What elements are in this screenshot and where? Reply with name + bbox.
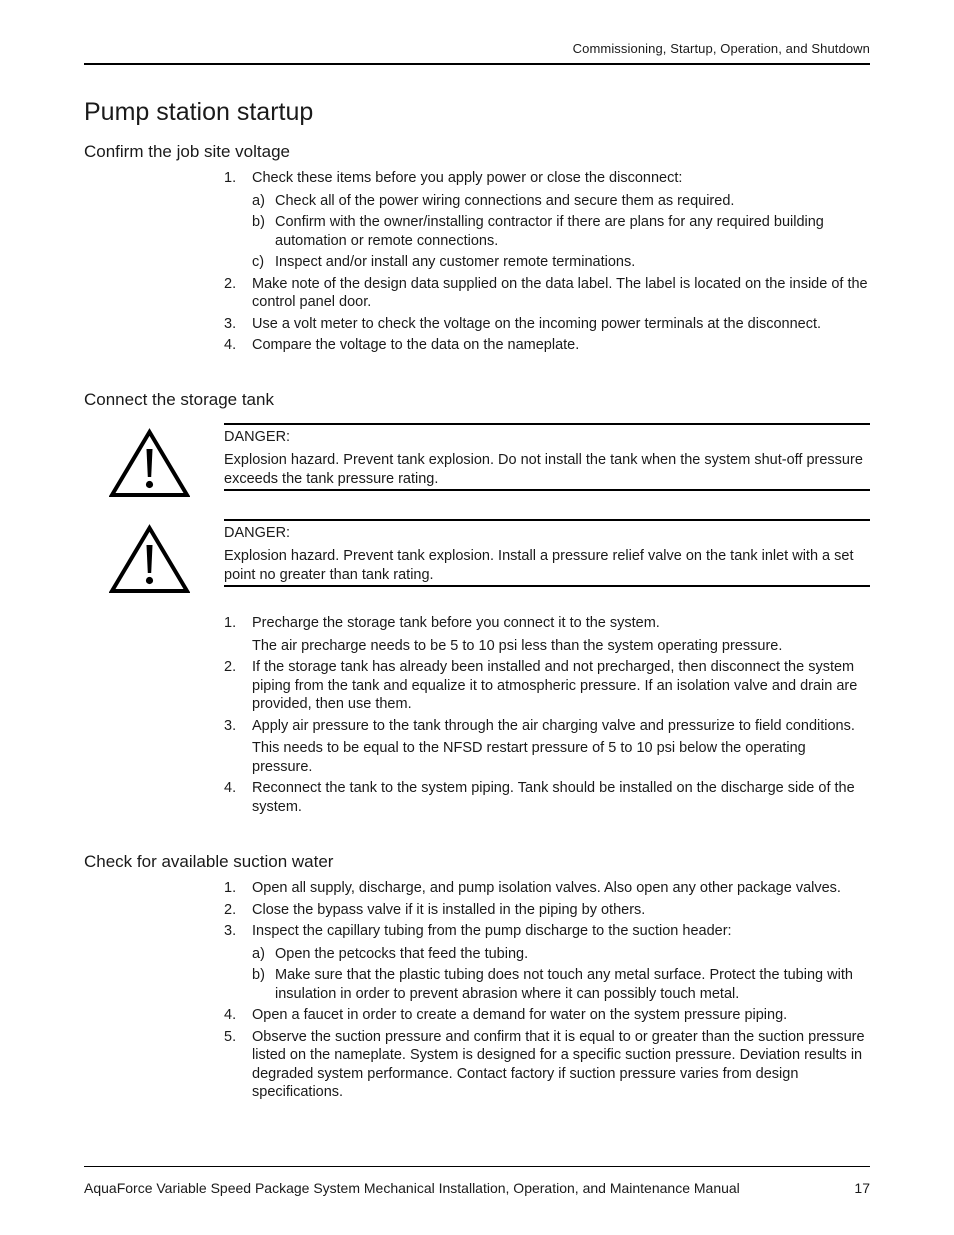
- sub-step-text: Inspect and/or install any customer remote terminations.: [275, 254, 636, 270]
- step-text: Observe the suction pressure and confirm that it is equal to or greater than the suction pressure listed on the nameplate. System is designed for a specific suction pressure. Deviation results in degraded system performance. Contact factory if suction pressure varies from design specifications.: [252, 1028, 865, 1100]
- sub-step-letter: b): [252, 214, 265, 230]
- step-text: Inspect the capillary tubing from the pump discharge to the suction header:: [252, 923, 732, 939]
- list-item: [224, 275, 870, 312]
- list-item: [224, 779, 870, 816]
- header-rule: [84, 63, 870, 65]
- suction-steps: [224, 879, 870, 1105]
- step-text: Close the bypass valve if it is installed in the piping by others.: [252, 901, 646, 918]
- list-item: [224, 336, 870, 355]
- step-number: 2.: [224, 901, 237, 918]
- step-number: 5.: [224, 1028, 237, 1045]
- sub-step-text: Open the petcocks that feed the tubing.: [275, 945, 529, 962]
- step-text: Use a volt meter to check the voltage on the incoming power terminals at the disconnect.: [252, 315, 822, 332]
- sub-step-letter: b): [252, 967, 265, 983]
- footer-manual-title: AquaForce Variable Speed Package System Mechanical Installation, Operation, and Maintenance Manual: [84, 1180, 740, 1196]
- step-number: 4.: [224, 780, 237, 796]
- heading-confirm-voltage: Confirm the job site voltage: [84, 142, 290, 161]
- heading-suction-water: Check for available suction water: [84, 852, 334, 871]
- sub-list: [252, 945, 870, 1004]
- list-item: [224, 1028, 870, 1102]
- step-text: Open all supply, discharge, and pump isolation valves. Also open any other package valves.: [252, 880, 841, 896]
- page-number: 17: [854, 1180, 870, 1196]
- step-number: 1.: [224, 170, 237, 186]
- step-number: 4.: [224, 1007, 237, 1023]
- list-item: [224, 717, 870, 777]
- step-note: This needs to be equal to the NFSD restart pressure of 5 to 10 psi below the operating pressure.: [252, 740, 806, 775]
- sub-list: [252, 192, 870, 272]
- danger-text: Explosion hazard. Prevent tank explosion. Install a pressure relief valve on the tank inlet with a set point no greater than tank rating.: [224, 548, 854, 583]
- tank-steps: [224, 614, 870, 819]
- danger-notice-2: [224, 519, 870, 587]
- sub-step-text: Confirm with the owner/installing contractor if there are plans for any required building automation or remote connections.: [275, 214, 824, 249]
- step-number: 2.: [224, 659, 237, 675]
- page-title: Pump station startup: [84, 98, 314, 126]
- list-item: [224, 658, 870, 714]
- step-number: 1.: [224, 880, 237, 896]
- list-item: [252, 213, 870, 250]
- list-item: [252, 253, 870, 272]
- step-number: 3.: [224, 315, 237, 332]
- voltage-steps: [224, 169, 870, 358]
- warning-triangle-icon: [109, 524, 190, 594]
- list-item: [224, 1006, 870, 1025]
- running-head: Commissioning, Startup, Operation, and Shutdown: [572, 41, 870, 56]
- step-text: Check these items before you apply power or close the disconnect:: [252, 170, 683, 186]
- step-text: Reconnect the tank to the system piping. Tank should be installed on the discharge side of the system.: [252, 780, 855, 815]
- list-item: [224, 315, 870, 334]
- footer-rule: [84, 1166, 870, 1167]
- step-text: If the storage tank has already been installed and not precharged, then disconnect the system piping from the tank and equalize it to atmospheric pressure. If an isolation valve and drain are provided, then use them.: [252, 659, 858, 712]
- step-text: Open a faucet in order to create a demand for water on the system pressure piping.: [252, 1007, 788, 1023]
- sub-step-letter: c): [252, 254, 265, 270]
- list-item: [224, 922, 870, 1003]
- list-item: [224, 901, 870, 920]
- step-text: Apply air pressure to the tank through the air charging valve and pressurize to field conditions.: [252, 717, 855, 734]
- warning-triangle-icon: [109, 428, 190, 498]
- list-item: [224, 169, 870, 272]
- step-number: 1.: [224, 615, 237, 631]
- sub-step-text: Make sure that the plastic tubing does not touch any metal surface. Protect the tubing with insulation in order to prevent abrasion where it can possibly touch metal.: [275, 967, 853, 1002]
- step-number: 4.: [224, 337, 237, 353]
- danger-notice-1: [224, 423, 870, 491]
- heading-connect-tank: Connect the storage tank: [84, 390, 274, 409]
- danger-label: DANGER:: [224, 525, 291, 541]
- step-number: 3.: [224, 923, 237, 939]
- list-item: [252, 966, 870, 1003]
- step-note: The air precharge needs to be 5 to 10 psi less than the system operating pressure.: [252, 637, 783, 654]
- danger-label: DANGER:: [224, 429, 291, 445]
- list-item: [224, 879, 870, 898]
- list-item: [252, 945, 870, 964]
- step-text: Compare the voltage to the data on the nameplate.: [252, 337, 580, 353]
- sub-step-letter: a): [252, 945, 265, 962]
- step-text: Make note of the design data supplied on the data label. The label is located on the inside of the control panel door.: [252, 275, 868, 310]
- sub-step-letter: a): [252, 192, 265, 209]
- list-item: [252, 192, 870, 211]
- sub-step-text: Check all of the power wiring connections and secure them as required.: [275, 192, 735, 209]
- step-number: 2.: [224, 275, 237, 292]
- danger-text: Explosion hazard. Prevent tank explosion. Do not install the tank when the system shut-off pressure exceeds the tank pressure rating.: [224, 452, 863, 487]
- list-item: [224, 614, 870, 655]
- step-number: 3.: [224, 717, 237, 734]
- step-text: Precharge the storage tank before you connect it to the system.: [252, 615, 660, 631]
